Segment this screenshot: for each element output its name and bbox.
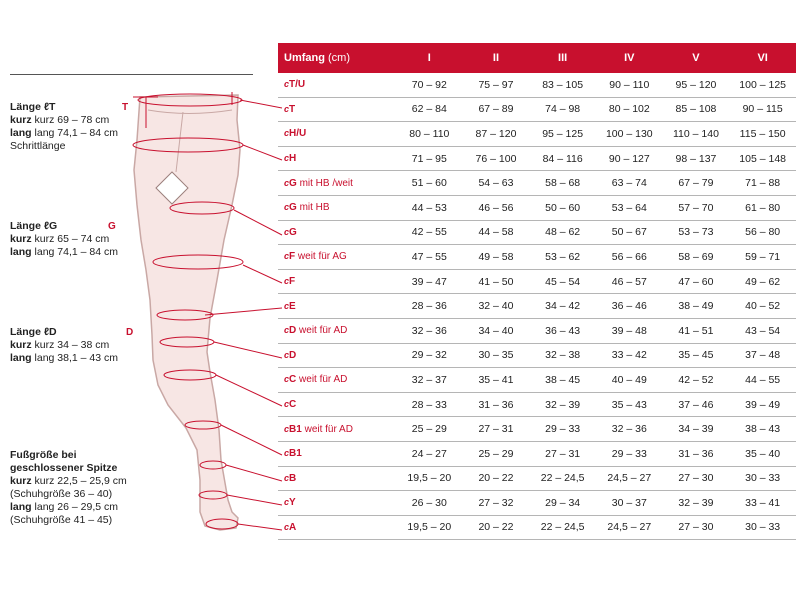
- row-label: [278, 318, 396, 343]
- size-value-cell: 49 – 58: [463, 245, 530, 270]
- leader-b1: [221, 425, 282, 455]
- circumference-symbol: c: [284, 226, 290, 237]
- foot-title-2: geschlossener Spitze: [10, 462, 118, 474]
- foot-short-shoe: (Schuhgröße 36 – 40): [10, 488, 113, 500]
- size-value-cell: 32 – 39: [529, 392, 596, 417]
- size-value-cell: 24 – 27: [396, 441, 463, 466]
- foot-long: lang 26 – 29,5 cm: [34, 501, 118, 513]
- circumference-symbol: c: [284, 521, 290, 532]
- size-value-cell: 48 – 62: [529, 220, 596, 245]
- size-value-cell: 61 – 80: [729, 195, 796, 220]
- table-row: [278, 97, 796, 122]
- size-value-cell: 74 – 98: [529, 97, 596, 122]
- leader-d: [214, 342, 282, 358]
- size-value-cell: 67 – 89: [463, 97, 530, 122]
- header-size-col: V: [663, 43, 730, 73]
- measure-code: B1: [289, 423, 302, 435]
- size-value-cell: 59 – 71: [729, 245, 796, 270]
- size-value-cell: 63 – 74: [596, 171, 663, 196]
- table-row: [278, 343, 796, 368]
- size-value-cell: 32 – 40: [463, 294, 530, 319]
- length-g-short: kurz 65 – 74 cm: [34, 233, 110, 245]
- size-value-cell: 84 – 116: [529, 146, 596, 171]
- size-value-cell: 19,5 – 20: [396, 515, 463, 540]
- length-t-letter: T: [122, 102, 129, 113]
- circumference-symbol: c: [284, 153, 290, 164]
- header-size-col: VI: [729, 43, 796, 73]
- table-row: [278, 195, 796, 220]
- size-value-cell: 90 – 110: [596, 73, 663, 97]
- size-value-cell: 37 – 48: [729, 343, 796, 368]
- size-table: [278, 43, 796, 540]
- size-value-cell: 47 – 55: [396, 245, 463, 270]
- size-value-cell: 44 – 55: [729, 368, 796, 393]
- size-value-cell: 83 – 105: [529, 73, 596, 97]
- measure-code: G: [289, 177, 297, 189]
- size-value-cell: 27 – 30: [663, 515, 730, 540]
- leader-f: [243, 265, 282, 283]
- size-value-cell: 53 – 73: [663, 220, 730, 245]
- size-value-cell: 58 – 69: [663, 245, 730, 270]
- row-label: [278, 146, 396, 171]
- size-value-cell: 32 – 39: [663, 491, 730, 516]
- leader-y: [227, 495, 282, 505]
- size-value-cell: 87 – 120: [463, 122, 530, 147]
- size-value-cell: 115 – 150: [729, 122, 796, 147]
- size-value-cell: 33 – 42: [596, 343, 663, 368]
- foot-long-shoe: (Schuhgröße 41 – 45): [10, 514, 113, 526]
- measure-code: C: [289, 399, 297, 411]
- table-row: [278, 441, 796, 466]
- circumference-symbol: c: [284, 79, 290, 90]
- size-value-cell: 57 – 70: [663, 195, 730, 220]
- size-value-cell: 19,5 – 20: [396, 466, 463, 491]
- measure-code: H/U: [289, 128, 307, 140]
- size-value-cell: 85 – 108: [663, 97, 730, 122]
- size-value-cell: 42 – 55: [396, 220, 463, 245]
- size-value-cell: 29 – 34: [529, 491, 596, 516]
- size-value-cell: 32 – 36: [396, 318, 463, 343]
- size-value-cell: 24,5 – 27: [596, 515, 663, 540]
- measure-code: H: [289, 153, 297, 165]
- measure-code: T/U: [289, 79, 306, 91]
- size-value-cell: 20 – 22: [463, 515, 530, 540]
- table-row: [278, 466, 796, 491]
- size-value-cell: 50 – 67: [596, 220, 663, 245]
- circumference-symbol: c: [284, 128, 290, 139]
- size-value-cell: 24,5 – 27: [596, 466, 663, 491]
- measure-desc: weit für AD: [304, 423, 353, 435]
- size-value-cell: 30 – 33: [729, 466, 796, 491]
- size-value-cell: 38 – 43: [729, 417, 796, 442]
- table-row: [278, 491, 796, 516]
- table-row: [278, 245, 796, 270]
- size-value-cell: 51 – 60: [396, 171, 463, 196]
- size-value-cell: 53 – 62: [529, 245, 596, 270]
- measure-code: C: [289, 374, 297, 386]
- length-t-block: Länge ℓT kurz kurz 69 – 78 cm lang lang 74,1 – 84 cm Schrittlänge T: [10, 101, 140, 153]
- length-d-long: lang 38,1 – 43 cm: [34, 352, 118, 364]
- size-value-cell: 100 – 125: [729, 73, 796, 97]
- leader-g: [234, 210, 282, 235]
- table-row: [278, 146, 796, 171]
- leader-h: [243, 145, 282, 160]
- size-value-cell: 90 – 127: [596, 146, 663, 171]
- size-value-cell: 27 – 31: [463, 417, 530, 442]
- size-value-cell: 27 – 32: [463, 491, 530, 516]
- length-g-block: Länge ℓG kurz kurz 65 – 74 cm lang lang 74,1 – 84 cm G: [10, 220, 118, 258]
- row-label: [278, 122, 396, 147]
- size-value-cell: 80 – 110: [396, 122, 463, 147]
- header-size-col: II: [463, 43, 530, 73]
- size-value-cell: 39 – 49: [729, 392, 796, 417]
- measure-desc: mit HB: [299, 202, 330, 214]
- size-value-cell: 100 – 130: [596, 122, 663, 147]
- size-value-cell: 53 – 64: [596, 195, 663, 220]
- leader-t: [240, 100, 282, 108]
- table-header-row: [278, 43, 796, 73]
- length-d-block: Länge ℓD kurz kurz 34 – 38 cm lang lang 38,1 – 43 cm D: [10, 326, 134, 364]
- size-value-cell: 35 – 41: [463, 368, 530, 393]
- table-row: [278, 294, 796, 319]
- size-value-cell: 95 – 125: [529, 122, 596, 147]
- circumference-symbol: c: [284, 399, 290, 410]
- circumference-symbol: c: [284, 423, 290, 434]
- header-circumference: Umfang (cm): [278, 43, 396, 73]
- row-label: [278, 392, 396, 417]
- size-value-cell: 30 – 37: [596, 491, 663, 516]
- size-value-cell: 41 – 51: [663, 318, 730, 343]
- size-value-cell: 36 – 43: [529, 318, 596, 343]
- length-t-note: Schrittlänge: [10, 140, 66, 152]
- length-g-long: lang 74,1 – 84 cm: [34, 246, 118, 258]
- table-row: [278, 417, 796, 442]
- measure-desc: weit für AD: [299, 374, 348, 386]
- size-value-cell: 46 – 56: [463, 195, 530, 220]
- size-value-cell: 26 – 30: [396, 491, 463, 516]
- circumference-symbol: c: [284, 300, 290, 311]
- size-value-cell: 38 – 49: [663, 294, 730, 319]
- leader-b: [226, 465, 282, 481]
- table-row: [278, 318, 796, 343]
- size-value-cell: 58 – 68: [529, 171, 596, 196]
- circumference-symbol: c: [284, 472, 290, 483]
- measure-desc: weit für AG: [297, 251, 347, 263]
- table-row: [278, 122, 796, 147]
- sidebar-rule-top: [10, 74, 253, 75]
- circumference-symbol: c: [284, 325, 290, 336]
- size-value-cell: 42 – 52: [663, 368, 730, 393]
- circumference-symbol: c: [284, 103, 290, 114]
- measure-code: B: [289, 472, 297, 484]
- row-label: [278, 515, 396, 540]
- size-value-cell: 31 – 36: [663, 441, 730, 466]
- measure-code: D: [289, 349, 297, 361]
- row-label: [278, 417, 396, 442]
- leader-e: [205, 308, 282, 315]
- size-value-cell: 28 – 33: [396, 392, 463, 417]
- size-value-cell: 30 – 33: [729, 515, 796, 540]
- size-value-cell: 32 – 36: [596, 417, 663, 442]
- size-value-cell: 22 – 24,5: [529, 466, 596, 491]
- size-value-cell: 76 – 100: [463, 146, 530, 171]
- size-value-cell: 56 – 80: [729, 220, 796, 245]
- row-label: [278, 368, 396, 393]
- size-value-cell: 25 – 29: [396, 417, 463, 442]
- row-label: [278, 195, 396, 220]
- circumference-symbol: c: [284, 177, 290, 188]
- size-value-cell: 27 – 31: [529, 441, 596, 466]
- length-g-letter: G: [108, 221, 116, 232]
- size-value-cell: 29 – 32: [396, 343, 463, 368]
- circumference-symbol: c: [284, 349, 290, 360]
- measure-code: B1: [289, 448, 302, 460]
- size-value-cell: 49 – 62: [729, 269, 796, 294]
- table-row: [278, 515, 796, 540]
- size-value-cell: 67 – 79: [663, 171, 730, 196]
- size-value-cell: 54 – 63: [463, 171, 530, 196]
- leader-c: [216, 375, 282, 406]
- size-value-cell: 32 – 38: [529, 343, 596, 368]
- row-label: [278, 171, 396, 196]
- foot-size-block: Fußgröße bei geschlossener Spitze kurz kurz 22,5 – 25,9 cm (Schuhgröße 36 – 40) lang lang 26 – 29,5 cm (Schuhgröße 41 – 45): [10, 449, 150, 527]
- size-value-cell: 35 – 40: [729, 441, 796, 466]
- header-size-col: III: [529, 43, 596, 73]
- size-value-cell: 41 – 50: [463, 269, 530, 294]
- row-label: [278, 441, 396, 466]
- length-d-letter: D: [126, 327, 134, 338]
- size-value-cell: 34 – 40: [463, 318, 530, 343]
- row-label: [278, 269, 396, 294]
- table-body: [278, 73, 796, 540]
- size-value-cell: 75 – 97: [463, 73, 530, 97]
- size-value-cell: 31 – 36: [463, 392, 530, 417]
- size-value-cell: 27 – 30: [663, 466, 730, 491]
- circumference-symbol: c: [284, 374, 290, 385]
- size-value-cell: 105 – 148: [729, 146, 796, 171]
- row-label: [278, 491, 396, 516]
- header-size-col: IV: [596, 43, 663, 73]
- size-value-cell: 39 – 47: [396, 269, 463, 294]
- size-value-cell: 36 – 46: [596, 294, 663, 319]
- size-value-cell: 70 – 92: [396, 73, 463, 97]
- circumference-symbol: c: [284, 251, 290, 262]
- table-row: [278, 73, 796, 97]
- measure-code: G: [289, 226, 297, 238]
- size-value-cell: 32 – 37: [396, 368, 463, 393]
- length-d-title: Länge ℓD: [10, 326, 57, 338]
- table-row: [278, 220, 796, 245]
- size-value-cell: 71 – 95: [396, 146, 463, 171]
- size-value-cell: 44 – 53: [396, 195, 463, 220]
- length-g-title: Länge ℓG: [10, 220, 58, 232]
- length-t-short: kurz 69 – 78 cm: [34, 114, 110, 126]
- row-label: [278, 97, 396, 122]
- size-value-cell: 95 – 120: [663, 73, 730, 97]
- size-value-cell: 20 – 22: [463, 466, 530, 491]
- measure-code: T: [289, 103, 296, 115]
- size-value-cell: 30 – 35: [463, 343, 530, 368]
- size-value-cell: 40 – 49: [596, 368, 663, 393]
- leader-a: [238, 524, 282, 530]
- size-value-cell: 90 – 115: [729, 97, 796, 122]
- size-value-cell: 46 – 57: [596, 269, 663, 294]
- size-value-cell: 35 – 43: [596, 392, 663, 417]
- size-value-cell: 39 – 48: [596, 318, 663, 343]
- row-label: [278, 294, 396, 319]
- header-size-col: I: [396, 43, 463, 73]
- size-value-cell: 56 – 66: [596, 245, 663, 270]
- size-value-cell: 44 – 58: [463, 220, 530, 245]
- measure-code: G: [289, 202, 297, 214]
- size-value-cell: 33 – 41: [729, 491, 796, 516]
- circumference-symbol: c: [284, 202, 290, 213]
- row-label: [278, 466, 396, 491]
- size-value-cell: 29 – 33: [596, 441, 663, 466]
- size-value-cell: 34 – 42: [529, 294, 596, 319]
- size-value-cell: 45 – 54: [529, 269, 596, 294]
- row-label: [278, 343, 396, 368]
- row-label: [278, 73, 396, 97]
- length-t-long: lang 74,1 – 84 cm: [34, 127, 118, 139]
- size-value-cell: 50 – 60: [529, 195, 596, 220]
- measure-code: F: [289, 276, 296, 288]
- size-value-cell: 25 – 29: [463, 441, 530, 466]
- measure-code: D: [289, 325, 297, 337]
- measure-code: E: [289, 300, 296, 312]
- size-value-cell: 22 – 24,5: [529, 515, 596, 540]
- circumference-symbol: c: [284, 448, 290, 459]
- measure-code: A: [289, 521, 297, 533]
- size-value-cell: 43 – 54: [729, 318, 796, 343]
- size-value-cell: 98 – 137: [663, 146, 730, 171]
- measure-code: Y: [289, 497, 296, 509]
- size-value-cell: 110 – 140: [663, 122, 730, 147]
- row-label: [278, 245, 396, 270]
- foot-short: kurz 22,5 – 25,9 cm: [34, 475, 127, 487]
- table-row: [278, 269, 796, 294]
- size-value-cell: 28 – 36: [396, 294, 463, 319]
- table-row: [278, 368, 796, 393]
- size-value-cell: 62 – 84: [396, 97, 463, 122]
- measure-desc: mit HB /weit: [299, 177, 353, 189]
- measure-desc: weit für AD: [299, 325, 348, 337]
- size-value-cell: 37 – 46: [663, 392, 730, 417]
- row-label: [278, 220, 396, 245]
- size-value-cell: 34 – 39: [663, 417, 730, 442]
- size-value-cell: 40 – 52: [729, 294, 796, 319]
- foot-title-1: Fußgröße bei: [10, 449, 77, 461]
- table-row: [278, 171, 796, 196]
- table-row: [278, 392, 796, 417]
- length-t-title: Länge ℓT: [10, 101, 56, 113]
- size-value-cell: 29 – 33: [529, 417, 596, 442]
- size-value-cell: 80 – 102: [596, 97, 663, 122]
- circumference-symbol: c: [284, 497, 290, 508]
- circumference-symbol: c: [284, 276, 290, 287]
- size-value-cell: 35 – 45: [663, 343, 730, 368]
- measure-code: F: [289, 251, 296, 263]
- size-value-cell: 71 – 88: [729, 171, 796, 196]
- length-d-short: kurz 34 – 38 cm: [34, 339, 110, 351]
- size-value-cell: 38 – 45: [529, 368, 596, 393]
- size-value-cell: 47 – 60: [663, 269, 730, 294]
